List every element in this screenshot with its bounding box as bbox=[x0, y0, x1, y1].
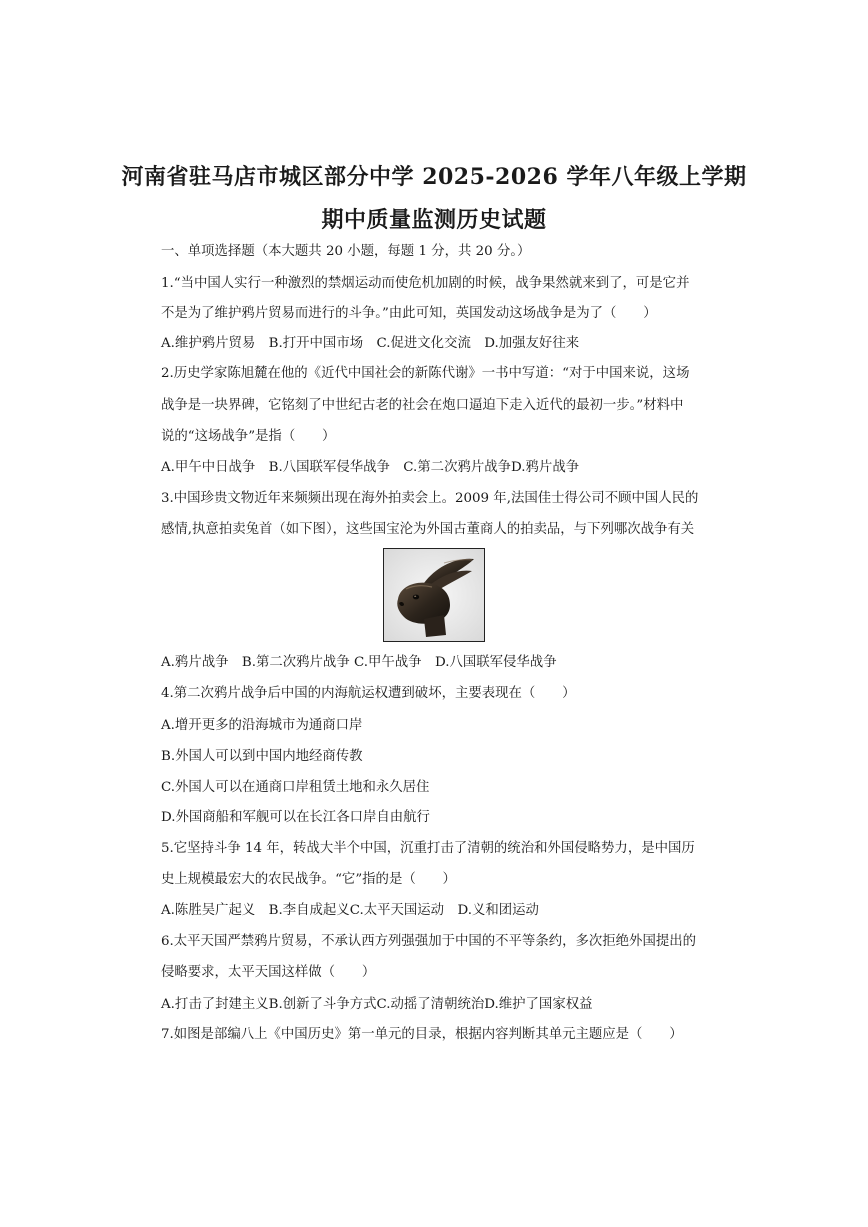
question-5-line-2: 史上规模最宏大的农民战争。“它”指的是（ ） bbox=[161, 872, 456, 887]
question-5-line-1: 5.它坚持斗争 14 年，转战大半个中国，沉重打击了清朝的统治和外国侵略势力，是中国历 bbox=[161, 841, 695, 856]
question-4-line-1: 4.第二次鸦片战争后中国的内海航运权遭到破坏，主要表现在（ ） bbox=[161, 686, 576, 701]
question-4-option-c: C.外国人可以在通商口岸租赁土地和永久居住 bbox=[161, 780, 430, 795]
question-1-line-1: 1.“当中国人实行一种激烈的禁烟运动而使危机加剧的时候，战争果然就来到了，可是它并 bbox=[161, 276, 690, 291]
question-2-line-3: 说的“这场战争”是指（ ） bbox=[161, 429, 336, 444]
exam-title-line-2: 期中质量监测历史试题 bbox=[321, 207, 547, 233]
question-1-options: A.维护鸦片贸易 B.打开中国市场 C.促进文化交流 D.加强友好往来 bbox=[161, 336, 580, 351]
question-7-line-1: 7.如图是部编八上《中国历史》第一单元的目录，根据内容判断其单元主题应是（ ） bbox=[161, 1027, 683, 1042]
question-2-line-2: 战争是一块界碑，它铭刻了中世纪古老的社会在炮口逼迫下走入近代的最初一步。”材料中 bbox=[161, 398, 684, 413]
rabbit-head-photo bbox=[383, 548, 485, 642]
question-4-option-a: A.增开更多的沿海城市为通商口岸 bbox=[161, 718, 363, 733]
question-2-line-1: 2.历史学家陈旭麓在他的《近代中国社会的新陈代谢》一书中写道：“对于中国来说，这场 bbox=[161, 366, 690, 381]
question-2-options: A.甲午中日战争 B.八国联军侵华战争 C.第二次鸦片战争D.鸦片战争 bbox=[161, 460, 580, 475]
question-3-line-1: 3.中国珍贵文物近年来频频出现在海外拍卖会上。2009 年,法国佳士得公司不顾中国人民的 bbox=[161, 491, 699, 506]
question-5-options: A.陈胜吴广起义 B.李自成起义C.太平天国运动 D.义和团运动 bbox=[161, 903, 539, 918]
question-6-line-1: 6.太平天国严禁鸦片贸易，不承认西方列强强加于中国的不平等条约，多次拒绝外国提出的 bbox=[161, 934, 697, 949]
question-6-line-2: 侵略要求，太平天国这样做（ ） bbox=[161, 965, 376, 980]
question-1-line-2: 不是为了维护鸦片贸易而进行的斗争。”由此可知，英国发动这场战争是为了（ ） bbox=[161, 306, 657, 321]
exam-title-line-1: 河南省驻马店市城区部分中学 2025-2026 学年八年级上学期 bbox=[121, 164, 747, 190]
question-4-option-d: D.外国商船和军舰可以在长江各口岸自由航行 bbox=[161, 810, 430, 825]
question-3-line-2: 感情,执意拍卖兔首（如下图），这些国宝沦为外国古董商人的拍卖品，与下列哪次战争有关 bbox=[161, 522, 695, 537]
section-header: 一、单项选择题（本大题共 20 小题，每题 1 分，共 20 分。） bbox=[161, 244, 531, 259]
question-6-options: A.打击了封建主义B.创新了斗争方式C.动摇了清朝统治D.维护了国家权益 bbox=[161, 997, 593, 1012]
question-3-options: A.鸦片战争 B.第二次鸦片战争 C.甲午战争 D.八国联军侵华战争 bbox=[161, 655, 557, 670]
question-4-option-b: B.外国人可以到中国内地经商传教 bbox=[161, 749, 363, 764]
